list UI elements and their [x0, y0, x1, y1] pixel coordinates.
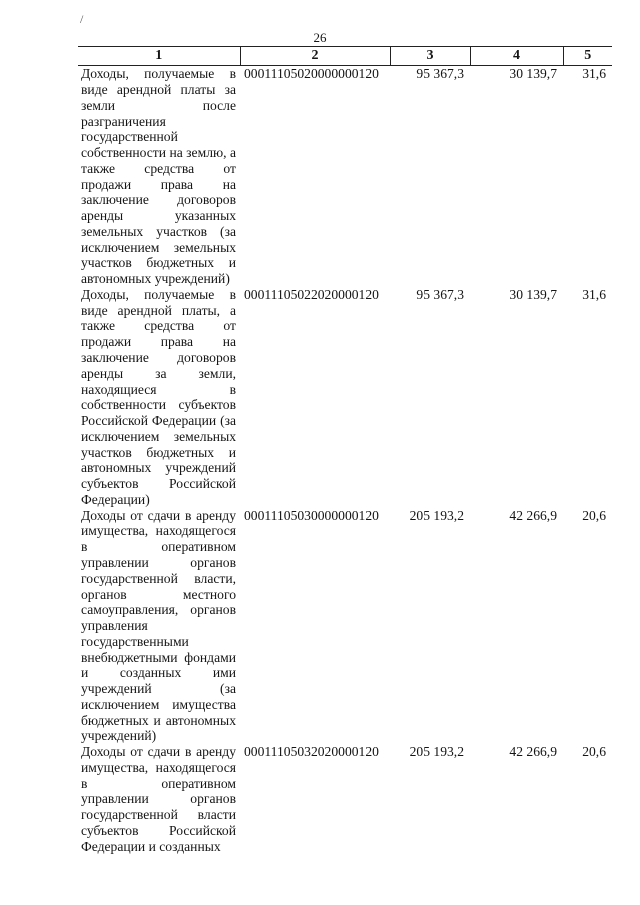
header-col-2: 2 — [240, 47, 390, 66]
table-row — [78, 508, 612, 744]
table-row — [78, 287, 612, 508]
table-row — [78, 66, 612, 287]
row-code: 00011105020000000120 — [244, 66, 379, 82]
stray-mark: / — [80, 12, 84, 26]
row-actual: 30 139,7 — [509, 66, 557, 82]
row-percent: 20,6 — [582, 744, 606, 760]
budget-revenue-table — [78, 46, 612, 855]
row-code: 00011105032020000120 — [244, 744, 379, 760]
row-plan: 205 193,2 — [409, 744, 464, 760]
row-actual: 42 266,9 — [509, 744, 557, 760]
row-plan: 95 367,3 — [416, 286, 464, 302]
row-code: 00011105030000000120 — [244, 507, 379, 523]
row-name: Доходы, получаемые в виде арендной платы, а также средства от продажи права на заключение договоров аренды за земли, находящиеся в собственности субъектов Российской Федерации (за исключением земельных участков бюджетных и автономных учреждений субъектов Российской Федерации) — [81, 286, 236, 507]
row-percent: 20,6 — [582, 507, 606, 523]
header-col-1: 1 — [78, 47, 240, 66]
row-percent: 31,6 — [582, 66, 606, 82]
header-col-5: 5 — [563, 47, 612, 66]
page-number: 26 — [313, 30, 327, 45]
row-plan: 205 193,2 — [409, 507, 464, 523]
header-col-4: 4 — [470, 47, 563, 66]
row-actual: 42 266,9 — [509, 507, 557, 523]
row-percent: 31,6 — [582, 286, 606, 302]
row-name: Доходы от сдачи в аренду имущества, находящегося в оперативном управлении органов государственной власти субъектов Российской Федерации и созданных — [81, 744, 236, 854]
table-row — [78, 744, 612, 854]
row-actual: 30 139,7 — [509, 286, 557, 302]
header-row — [78, 47, 612, 66]
header-col-3: 3 — [390, 47, 470, 66]
row-plan: 95 367,3 — [416, 66, 464, 82]
row-code: 00011105022020000120 — [244, 286, 379, 302]
row-name: Доходы, получаемые в виде арендной платы за земли после разграничения государственной собственности на землю, а также средства от продажи права на заключение договоров аренды указанных земельных участков (за исключением земельных участков бюджетных и автономных учреждений) — [81, 66, 236, 287]
row-name: Доходы от сдачи в аренду имущества, находящегося в оперативном управлении органов государственной власти, органов местного самоуправления, органов управления государственными внебюджетными фондами и созданных ими учреждений (за исключением имущества бюджетных и автономных учреждений) — [81, 507, 236, 744]
